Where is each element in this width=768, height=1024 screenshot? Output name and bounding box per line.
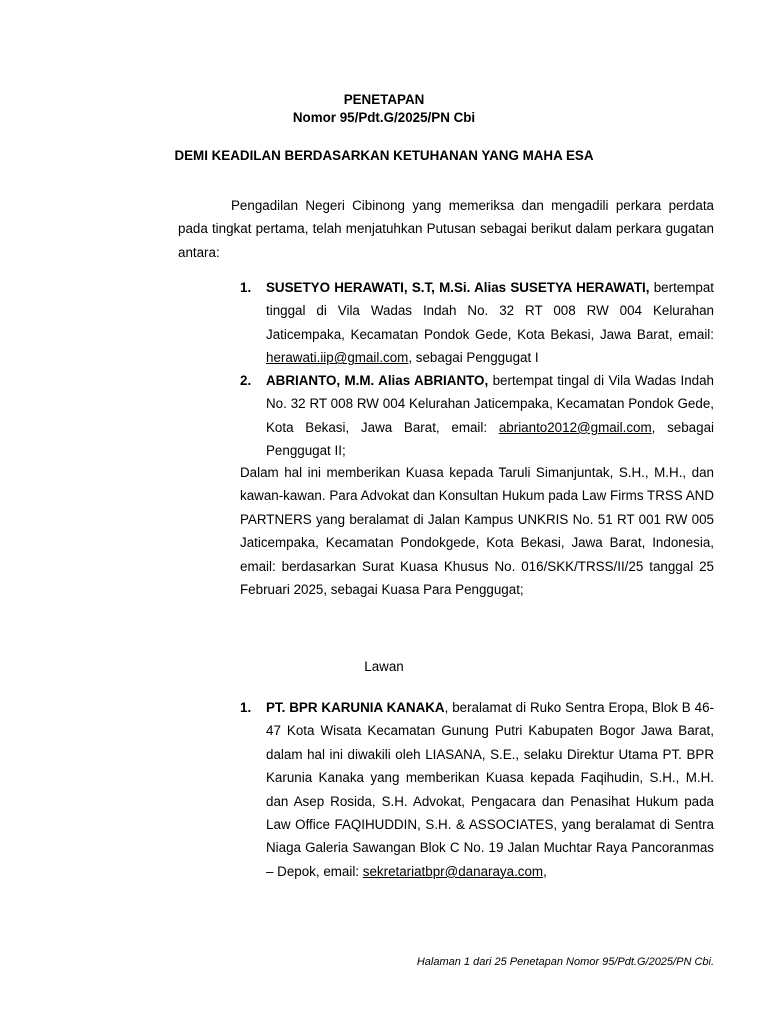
plaintiff-details: bertempat tingal di Vila Wadas Indah No. 32 RT 008 RW 004 Kelurahan Jaticempaka, Kecamatan Pondok Gede, Kota Bekasi, Jawa Barat, email: [266, 373, 714, 435]
document-title: PENETAPAN [343, 92, 425, 107]
plaintiff-item [240, 369, 714, 463]
defendant-suffix: , [543, 863, 547, 879]
intro-text: Pengadilan Negeri Cibinong yang memeriksa dan mengadili perkara perdata pada tingkat pertama, telah menjatuhkan Putusan sebagai berikut dalam perkara gugatan antara: [178, 198, 714, 260]
plaintiff-name: ABRIANTO, M.M. Alias ABRIANTO, [266, 373, 489, 388]
plaintiff-name: SUSETYO HERAWATI, S.T, M.Si. Alias SUSETYA HERAWATI, [266, 280, 650, 295]
power-of-attorney-paragraph: Dalam hal ini memberikan Kuasa kepada Taruli Simanjuntak, S.H., M.H., dan kawan-kawan. Para Advokat dan Konsultan Hukum pada Law Firms TRSS AND PARTNERS yang beralamat di Jalan Kampus UNKRIS No. 51 RT 001 RW 005 Jaticempaka, Kecamatan Pondokgede, Kota Bekasi, Jawa Barat, Indonesia, email: berdasarkan Surat Kuasa Khusus No. 016/SKK/TRSS/II/25 tanggal 25 Februari 2025, sebagai Kuasa Para Penggugat; [240, 465, 714, 598]
email-link[interactable]: abrianto2012@gmail.com [498, 419, 652, 435]
item-number: 2. [240, 373, 252, 388]
item-number: 1. [240, 280, 252, 295]
intro-paragraph [178, 194, 714, 264]
defendant-item [240, 696, 714, 883]
item-number: 1. [240, 700, 252, 715]
email-link[interactable]: sekretariatbpr@danaraya.com [362, 863, 544, 879]
email-link[interactable]: herawati.iip@gmail.com [266, 350, 409, 366]
defendant-details: , beralamat di Ruko Sentra Eropa, Blok B 46-47 Kota Wisata Kecamatan Gunung Putri Kabupaten Bogor Jawa Barat, dalam hal ini diwakili oleh LIASANA, S.E., selaku Direktur Utama PT. BPR Karunia Kanaka yang memberikan Kuasa kepada Faqihudin, S.H., M.H. dan Asep Rosida, S.H. Advokat, Pengacara dan Penasihat Hukum pada Law Office FAQIHUDDIN, S.H. & ASSOCIATES, yang beralamat di Sentra Niaga Galeria Sawangan Blok C No. 19 Jalan Muchtar Raya Pancoranmas – Depok, email: [266, 700, 714, 879]
page-footer: Halaman 1 dari 25 Penetapan Nomor 95/Pdt.G/2025/PN Cbi. [416, 956, 714, 968]
plaintiff-role: , sebagai Penggugat II; [266, 419, 715, 459]
plaintiff-details: bertempat tinggal di Vila Wadas Indah No. 32 RT 008 RW 004 Kelurahan Jaticempaka, Kecamatan Pondok Gede, Kota Bekasi, Jawa Barat, email: [266, 280, 714, 342]
case-number: Nomor 95/Pdt.G/2025/PN Cbi [292, 110, 476, 125]
irah-irah-heading: DEMI KEADILAN BERDASARKAN KETUHANAN YANG MAHA ESA [174, 148, 594, 163]
plaintiff-item [240, 276, 714, 370]
defendant-name: PT. BPR KARUNIA KANAKA [266, 700, 445, 715]
plaintiff-role: , sebagai Penggugat I [408, 350, 539, 366]
versus-label: Lawan [364, 659, 404, 674]
